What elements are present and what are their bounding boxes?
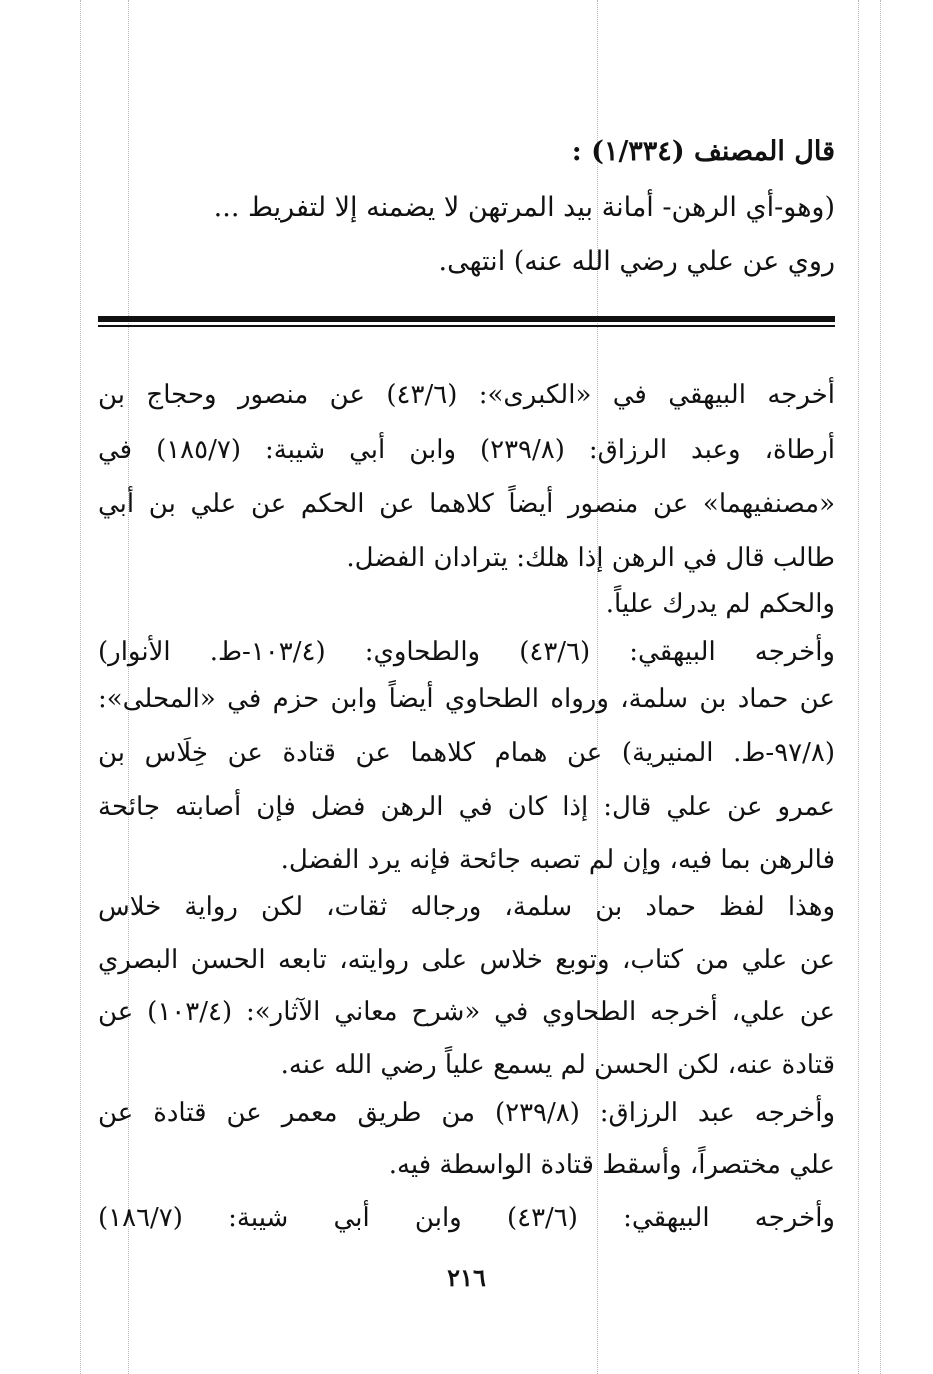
body-line: قتادة عنه، لكن الحسن لم يسمع علياً رضي الله عنه. [280,1050,835,1080]
body-line: وهذا لفظ حماد بن سلمة، ورجاله ثقات، لكن رواية خلاس [98,892,835,922]
body-line: أخرجه البيهقي في «الكبرى»: (٤٣/٦) عن منصور وحجاج بن [98,380,835,410]
quoted-text-line: (وهو-أي الرهن- أمانة بيد المرتهن لا يضمنه إلا لتفريط ... [213,192,835,223]
scan-artifact-line [880,0,881,1374]
body-line: وأخرجه البيهقي: (٤٣/٦) والطحاوي: (١٠٣/٤-ط. الأنوار) [98,637,835,667]
section-title: قال المصنف (١/٣٣٤) : [571,136,835,167]
body-line: عن علي من كتاب، وتوبع خلاس على روايته، تابعه الحسن البصري [98,945,835,975]
separator-rule [98,316,835,322]
body-line: فالرهن بما فيه، وإن لم تصبه جائحة فإنه يرد الفضل. [280,845,835,875]
separator-rule-thin [98,325,835,327]
quoted-text-line: روي عن علي رضي الله عنه) انتهى. [438,246,835,277]
body-line: عمرو عن علي قال: إذا كان في الرهن فضل فإن أصابته جائحة [98,792,835,822]
body-line: «مصنفيهما» عن منصور أيضاً كلاهما عن الحكم عن علي بن أبي [98,489,835,519]
body-line: وأخرجه البيهقي: (٤٣/٦) وابن أبي شيبة: (١٨٦/٧) [98,1203,835,1233]
body-line: وأخرجه عبد الرزاق: (٢٣٩/٨) من طريق معمر عن قتادة عن [98,1098,835,1128]
scan-artifact-line [80,0,81,1374]
body-line: أرطاة، وعبد الرزاق: (٢٣٩/٨) وابن أبي شيبة: (١٨٥/٧) في [98,435,835,465]
body-line: طالب قال في الرهن إذا هلك: يترادان الفضل. [346,543,835,573]
body-line: علي مختصراً، وأسقط قتادة الواسطة فيه. [388,1150,835,1180]
body-line: عن حماد بن سلمة، ورواه الطحاوي أيضاً وابن حزم في «المحلى»: [98,684,835,714]
scan-artifact-line [858,0,859,1374]
body-line: (٩٧/٨-ط. المنيرية) عن همام كلاهما عن قتادة عن خِلَاس بن [98,738,835,768]
body-line: والحكم لم يدرك علياً. [605,589,835,619]
body-line: عن علي، أخرجه الطحاوي في «شرح معاني الآثار»: (١٠٣/٤) عن [98,997,835,1027]
page-number: ٢١٦ [447,1263,486,1292]
